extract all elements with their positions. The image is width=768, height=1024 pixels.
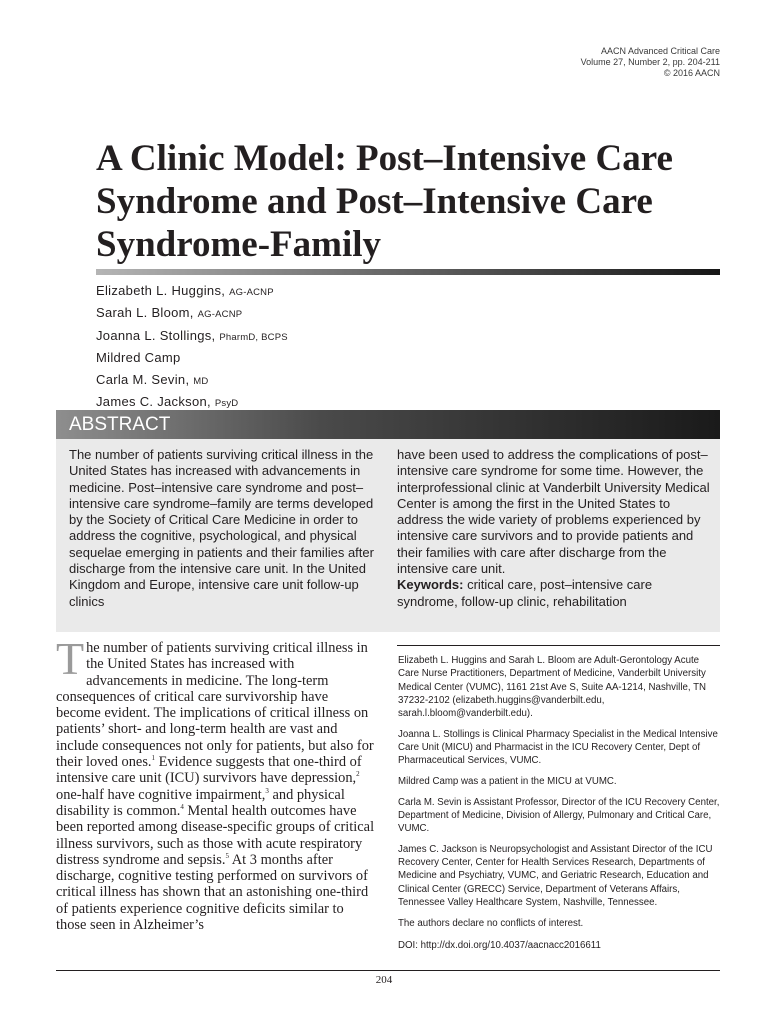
- abstract-box: [56, 439, 720, 632]
- affiliations: [398, 654, 720, 959]
- author-list: [96, 281, 288, 415]
- footer-rule: [56, 970, 720, 971]
- affiliation-item: Joanna L. Stollings is Clinical Pharmacy Specialist in the Medical Intensive Care Unit (MICU) and Pharmacist in the ICU Recovery Center, Dept of Pharmaceutical Services, VUMC.: [398, 728, 718, 767]
- keywords-label: Keywords:: [397, 577, 464, 593]
- abstract-text-right: have been used to address the complications of post–intensive care syndrome for some time. However, the interprofessional clinic at Vanderbilt University Medical Center is among the first in the United States to address the wide variety of problems experienced by intensive care survivors and to provide patients and their families with care after discharge from the intensive care unit.: [397, 447, 710, 577]
- page-number: 204: [375, 974, 393, 986]
- author-credentials: MD: [193, 376, 209, 388]
- article-title: A Clinic Model: Post–Intensive Care Syndrome and Post–Intensive Care Syndrome-Family: [96, 138, 673, 265]
- body-segment: one-half have cognitive impairment,: [56, 786, 266, 803]
- author-item: [96, 281, 288, 303]
- reference-marker[interactable]: 2: [356, 770, 360, 779]
- body-segment: he number of patients surviving critical illness in the United States has increased with advancements in medicine. The long-term consequences of critical care survivorship have become evident. The implications of critical illness on patients’ short- and long-term health are vast and include consequences not only for patients, but also for their loved ones.: [56, 640, 374, 771]
- author-credentials: PsyD: [214, 398, 239, 410]
- reference-marker[interactable]: 3: [265, 786, 269, 795]
- journal-volume: Volume 27, Number 2, pp. 204-211: [580, 57, 720, 67]
- author-item: [96, 303, 288, 325]
- journal-copyright: © 2016 AACN: [663, 68, 720, 78]
- body-segment: Mental health outcomes have been reported among disease-specific groups of critical illness survivors, such as those with acute respiratory distress syndrome and sepsis.: [56, 802, 375, 868]
- author-name: Joanna L. Stollings,: [96, 327, 216, 343]
- abstract-header-bar: [56, 410, 720, 439]
- abstract-column-right: [397, 447, 710, 610]
- author-name: Sarah L. Bloom,: [96, 305, 194, 321]
- body-text: [56, 633, 376, 934]
- affiliation-rule: [397, 645, 720, 646]
- abstract-column-left: [69, 447, 382, 610]
- reference-marker[interactable]: 4: [180, 803, 184, 812]
- affiliation-item: Elizabeth L. Huggins and Sarah L. Bloom are Adult-Gerontology Acute Care Nurse Practitioners, Department of Medicine, Vanderbilt University Medical Center (VUMC), 1161 21st Ave S, Suite AA-1214, Nashville, TN 37232-2102 (elizabeth.huggins@vanderbilt.edu, sarah.l.bloom@vanderbilt.edu).: [398, 655, 706, 720]
- abstract-heading: ABSTRACT: [69, 414, 171, 435]
- affiliation-item: Mildred Camp was a patient in the MICU at VUMC.: [398, 775, 617, 787]
- affiliation-item: Carla M. Sevin is Assistant Professor, Director of the ICU Recovery Center, Department of Medicine, Division of Allergy, Pulmonary and Critical Care, VUMC.: [398, 796, 720, 835]
- author-credentials: AG-ACNP: [197, 309, 243, 321]
- author-name: Carla M. Sevin,: [96, 372, 190, 388]
- keywords: [397, 577, 710, 610]
- author-item: [96, 348, 288, 370]
- body-segment: At 3 months after discharge, cognitive testing performed on survivors of critical illness has shown that an astonishing one-third of patients experience cognitive deficits similar to those seen in Alzheimer’s: [56, 851, 369, 934]
- reference-marker[interactable]: 1: [151, 754, 156, 763]
- drop-cap: T: [56, 633, 85, 684]
- conflict-statement: The authors declare no conflicts of interest.: [398, 917, 584, 929]
- author-credentials: PharmD, BCPS: [219, 331, 288, 343]
- reference-marker[interactable]: 5: [225, 852, 229, 861]
- author-name: Elizabeth L. Huggins,: [96, 283, 226, 298]
- body-segment: Evidence suggests that one-third of intensive care unit (ICU) survivors have depression,: [56, 754, 362, 787]
- author-item: [96, 326, 288, 348]
- journal-name: AACN Advanced Critical Care: [600, 46, 720, 56]
- abstract-text-left: The number of patients surviving critical illness in the United States has increased with advancements in medicine. Post–intensive care syndrome and post–intensive care syndrome–family are terms developed by the Society of Critical Care Medicine in order to address the cognitive, psychological, and physical sequelae emerging in patients and their families after discharge from the intensive care unit. In the United Kingdom and Europe, intensive care unit follow-up clinics: [69, 447, 374, 609]
- author-credentials: AG-ACNP: [229, 287, 274, 298]
- author-name: James C. Jackson,: [96, 394, 211, 410]
- keywords-text: critical care, post–intensive care syndrome, follow-up clinic, rehabilitation: [397, 577, 653, 609]
- body-segment: and physical disability is common.: [56, 786, 345, 819]
- affiliation-item: James C. Jackson is Neuropsychologist and Assistant Director of the ICU Recovery Center, Center for Health Services Research, Departments of Medicine and Psychiatry, VUMC, and Geriatric Research, Education and Clinical Center (GRECC) Service, Department of Veterans Affairs, Tennessee Valley Healthcare System, Nashville, Tennessee.: [398, 843, 713, 908]
- title-rule: [96, 269, 720, 275]
- author-item: [96, 370, 288, 392]
- author-name: Mildred Camp: [96, 349, 181, 365]
- doi-link[interactable]: DOI: http://dx.doi.org/10.4037/aacnacc2016611: [398, 939, 601, 951]
- journal-header: [581, 46, 720, 79]
